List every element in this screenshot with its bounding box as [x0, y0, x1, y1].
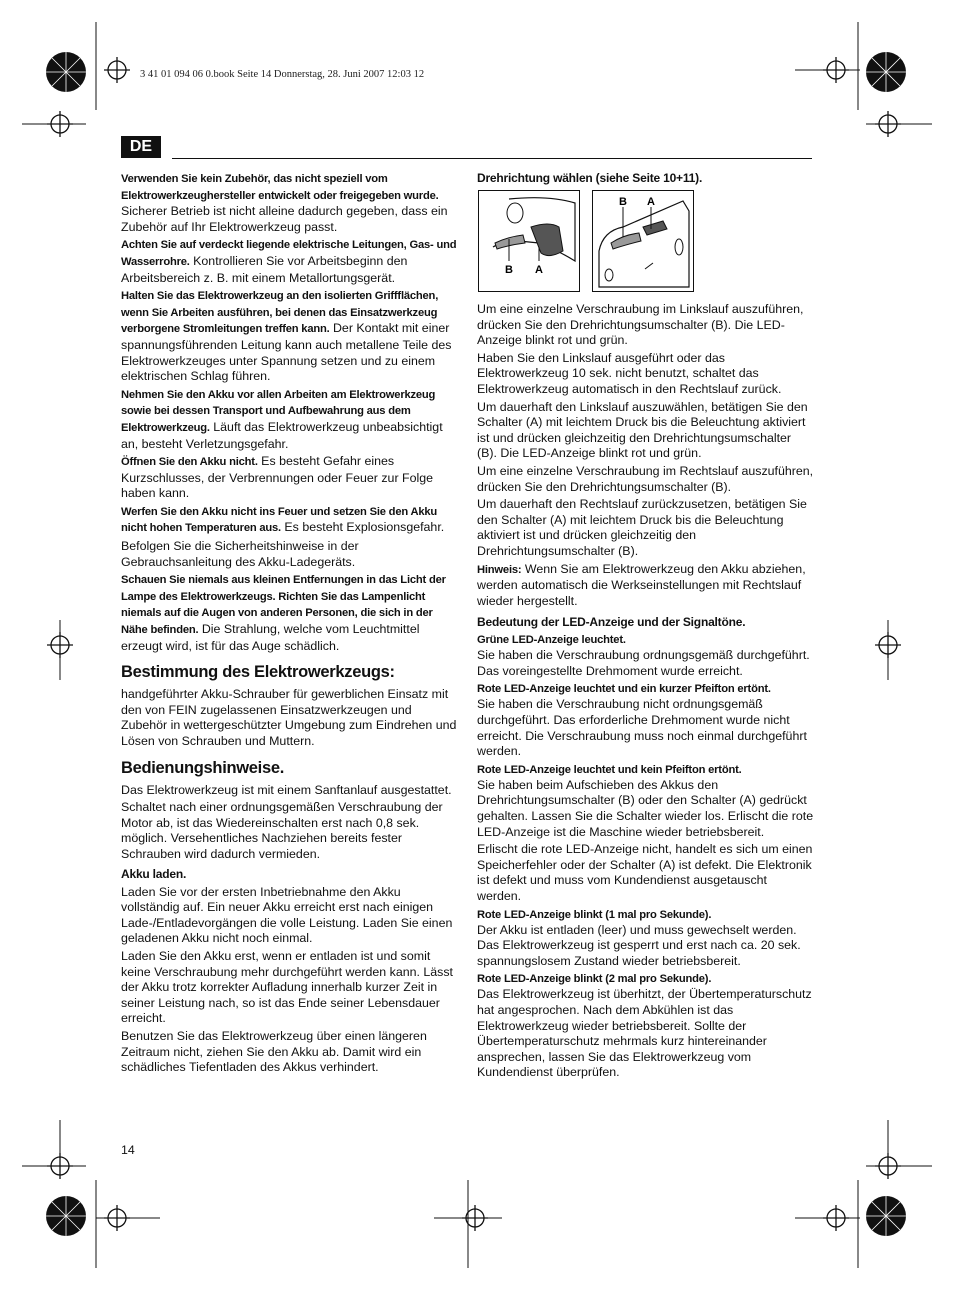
direction-paragraph: Um dauerhaft den Linkslauf auszuwählen, betätigen Sie den Schalter (A) mit leichtem Druck bis die Beleuchtung aktiviert ist und drücken gleichzeitig den Drehrichtungsumschalter (B). Die LED-Anzeige blinkt rot und grün. — [477, 399, 808, 461]
led-section-title: Rote LED-Anzeige blinkt (1 mal pro Sekunde). — [477, 908, 712, 921]
safety-note-bold: Halten Sie das Elektrowerkzeug an den isolierten Griffflächen, wenn Sie Arbeiten ausführen, bei denen das Einsatzwerkzeug verborgene Stromleitungen treffen kann. — [121, 290, 439, 336]
language-badge: DE — [121, 136, 161, 158]
note-paragraph — [477, 562, 814, 610]
note-label: Hinweis: — [477, 563, 522, 576]
led-section-paragraph: Der Akku ist entladen (leer) und muss gewechselt werden. Das Elektrowerkzeug ist gesperrt und erst nach ca. 20 sek. spannungslosem Zustand wieder betriebsbereit. — [477, 922, 801, 968]
led-section-title: Rote LED-Anzeige leuchtet und kein Pfeifton ertönt. — [477, 763, 742, 776]
led-sections — [477, 633, 814, 1081]
safety-note — [121, 237, 458, 286]
safety-note-text: Läuft das Elektrowerkzeug unbeabsichtigt an, besteht Verletzungsgefahr. — [121, 419, 443, 451]
right-column — [477, 171, 814, 1083]
figure-tool-top — [592, 190, 694, 292]
direction-heading: Drehrichtung wählen (siehe Seite 10+11). — [477, 171, 703, 185]
led-section-paragraph: Sie haben die Verschraubung nicht ordnungsgemäß durchgeführt. Das erforderliche Drehmoment wurde nicht erreicht. Die Verschraubung muss noch einmal durchgeführt werden. — [477, 697, 807, 759]
safety-note-bold: Öffnen Sie den Akku nicht. — [121, 456, 258, 469]
purpose-text: handgeführter Akku-Schrauber für gewerblichen Einsatz mit den von FEIN zugelassenen Einsatzwerkzeugen und Zubehör in wettergeschützter Umgebung zum Eindrehen und Lösen von Schrauben und Muttern. — [121, 687, 457, 748]
led-section-paragraph: Sie haben die Verschraubung ordnungsgemäß durchgeführt. Das voreingestellte Drehmoment wurde erreicht. — [477, 648, 810, 678]
purpose-heading: Bestimmung des Elektrowerkzeugs: — [121, 663, 395, 682]
led-heading: Bedeutung der LED-Anzeige und der Signaltöne. — [477, 615, 746, 630]
safety-note — [121, 504, 458, 537]
safety-note — [121, 454, 458, 502]
safety-note-bold: Achten Sie auf verdeckt liegende elektrische Leitungen, Gas- und Wasserrohre. — [121, 239, 457, 268]
led-section-title: Rote LED-Anzeige leuchtet und ein kurzer Pfeifton ertönt. — [477, 683, 771, 696]
led-section-title: Rote LED-Anzeige blinkt (2 mal pro Sekunde). — [477, 973, 712, 986]
direction-paragraph: Um dauerhaft den Rechtslauf zurückzusetzen, betätigen Sie den Schalter (A) mit leichtem Druck bis die Beleuchtung aktiviert ist und drücken gleichzeitig den Drehrichtungsumschalter (B). — [477, 497, 807, 558]
charge-paragraph: Benutzen Sie das Elektrowerkzeug über einen längeren Zeitraum nicht, ziehen Sie den Akku ab. Damit wird ein schädliches Tiefentladen des Akkus verhindert. — [121, 1028, 427, 1075]
safety-note — [121, 572, 458, 654]
charge-paragraph: Laden Sie vor der ersten Inbetriebnahme den Akku vollständig auf. Ein neuer Akku erreicht erst nach einigen Lade-/Entladevorgängen die volle Leistung. Laden Sie einen geladenen Akku nicht noch einmal. — [121, 884, 453, 946]
safety-note — [121, 171, 458, 235]
safety-note-bold: Werfen Sie den Akku nicht ins Feuer und setzen Sie den Akku nicht hohen Temperaturen aus. — [121, 505, 438, 535]
direction-paragraph: Haben Sie den Linkslauf ausgeführt oder das Elektrowerkzeug 10 sek. nicht benutzt, schaltet das Elektrowerkzeug automatisch in den Rechtslauf zurück. — [477, 350, 782, 396]
usage-heading: Bedienungshinweise. — [121, 758, 284, 777]
led-section-paragraph: Sie haben beim Aufschieben des Akkus den Drehrichtungsumschalter (B) oder den Schalter (A) gedrückt gehalten. Lassen Sie die Schalter wieder los. Erlischt die rote LED-Anzeige ist die Maschine wieder betriebsbereit. — [477, 777, 814, 839]
figure-label-a: A — [647, 196, 655, 208]
print-header: 3 41 01 094 06 0.book Seite 14 Donnerstag, 28. Juni 2007 12:03 12 — [140, 69, 425, 80]
direction-figures — [477, 190, 814, 292]
safety-note-text: Die Strahlung, welche vom Leuchtmittel erzeugt wird, ist für das Auge schädlich. — [121, 622, 420, 653]
usage-paragraph: Das Elektrowerkzeug ist mit einem Sanftanlauf ausgestattet. — [121, 782, 452, 797]
page-number: 14 — [121, 1143, 135, 1157]
safety-note-bold: Schauen Sie niemals aus kleinen Entfernungen in das Licht der Lampe des Elektrowerkzeugs. Richten Sie das Lampenlicht niemals auf die Augen von anderen Personen, die sich in der Nähe befinden. — [121, 574, 446, 637]
charge-paragraph: Laden Sie den Akku erst, wenn er entladen ist und somit keine Verschraubung mehr durchgeführt werden kann. Lässt der Akku trotz korrekter Aufladung innerhalb kurzer Zeit in seiner Leistung nach, so ist das Ende seiner Lebensdauer erreicht. — [121, 948, 453, 1026]
figure-label-b: B — [505, 264, 513, 276]
safety-note — [121, 288, 458, 385]
direction-paragraph: Um eine einzelne Verschraubung im Linkslauf auszuführen, drücken Sie den Drehrichtungsumschalter (B). Die LED-Anzeige blinkt rot und grün. — [477, 302, 804, 348]
safety-notes — [121, 171, 458, 654]
safety-note-bold: Nehmen Sie den Akku vor allen Arbeiten am Elektrowerkzeug sowie bei dessen Transport und Aufbewahrung aus dem Elektrowerkzeug. — [121, 388, 436, 434]
safety-note — [121, 539, 458, 570]
safety-note-text: Sicherer Betrieb ist nicht alleine dadurch gegeben, dass ein Zubehör auf Ihr Elektrowerkzeug passt. — [121, 204, 448, 234]
safety-note-text: Der Kontakt mit einer spannungsführenden Leitung kann auch metallene Teile des Elektrowerkzeuges unter Spannung setzen und zu einem elektrischen Schlag führen. — [121, 321, 452, 384]
charge-heading: Akku laden. — [121, 866, 187, 881]
figure-tool-side — [478, 190, 580, 292]
led-section-paragraph: Erlischt die rote LED-Anzeige nicht, handelt es sich um einen Speicherfehler oder der Schalter (A) ist defekt. Die Elektronik ist defekt und muss vom Kundendienst ausgetauscht werden. — [477, 842, 813, 903]
safety-note-text: Kontrollieren Sie vor Arbeitsbeginn den Arbeitsbereich z. B. mit einem Metallortungsgerät. — [121, 253, 408, 285]
direction-paragraphs — [477, 302, 814, 560]
usage-paragraph: Schaltet nach einer ordnungsgemäßen Verschraubung der Motor ab, ist das Wiedereinschalten erst nach 0,8 sek. möglich. Versehentliches Nachziehen bereits fester Schrauben wird dadurch vermieden. — [121, 800, 443, 861]
safety-note-text: Es besteht Explosionsgefahr. — [280, 520, 445, 535]
led-section-title: Grüne LED-Anzeige leuchtet. — [477, 634, 626, 647]
safety-note-text: Befolgen Sie die Sicherheitshinweise in der Gebrauchsanleitung des Akku-Ladegeräts. — [121, 539, 359, 569]
left-column — [121, 171, 458, 1078]
direction-paragraph: Um eine einzelne Verschraubung im Rechtslauf auszuführen, drücken Sie den Drehrichtungsumschalter (B). — [477, 463, 814, 494]
safety-note — [121, 387, 458, 452]
header-rule — [172, 158, 812, 159]
figure-label-b: B — [619, 196, 627, 208]
led-section-paragraph: Das Elektrowerkzeug ist überhitzt, der Übertemperaturschutz hat angesprochen. Nach dem Abkühlen ist das Elektrowerkzeug wieder betriebsbereit. Sollte der Übertemperaturschutz mehrmals kurz hintereinander ansprechen, lassen Sie das Elektrowerkzeug vom Kundendienst überprüfen. — [477, 987, 812, 1080]
safety-note-text: Es besteht Gefahr eines Kurzschlusses, der Verbrennungen oder Feuer zur Folge haben kann. — [121, 454, 434, 501]
safety-note-bold: Verwenden Sie kein Zubehör, das nicht speziell vom Elektrowerkzeughersteller entwickelt oder freigegeben wurde. — [121, 173, 439, 202]
figure-label-a: A — [535, 264, 543, 276]
note-text: Wenn Sie am Elektrowerkzeug den Akku abziehen, werden automatisch die Werkseinstellungen mit Rechtslauf wieder hergestellt. — [477, 561, 806, 608]
